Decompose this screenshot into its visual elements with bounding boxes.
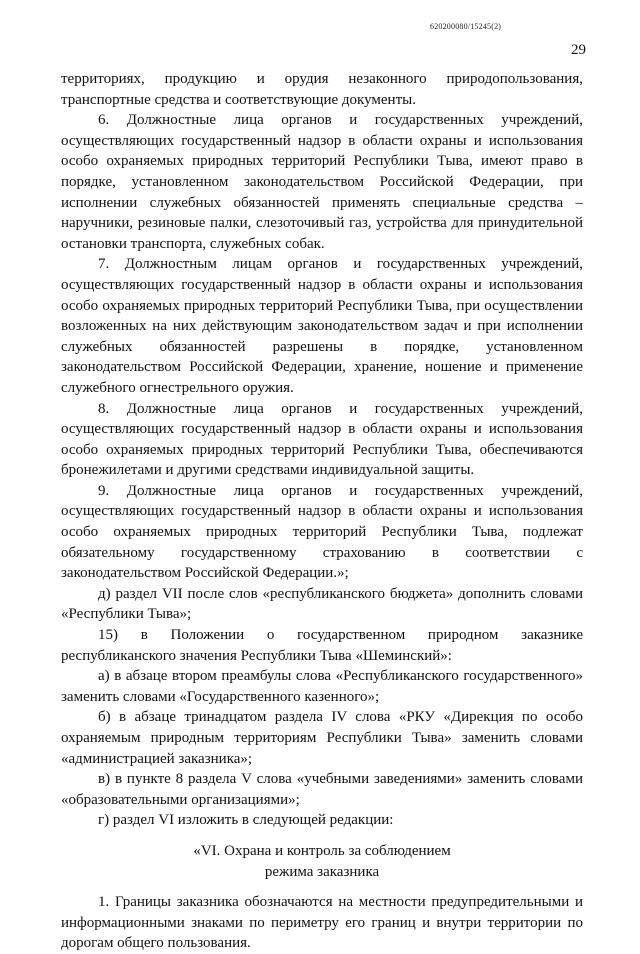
paragraph-subitem-d: д) раздел VII после слов «республиканского бюджета» дополнить словами «Республики Тыва»; [61,585,583,623]
paragraph-continuation: территориях, продукцию и орудия незаконного природопользования, транспортные средства и соответствующие документы. [61,71,583,108]
page-number: 29 [571,42,586,58]
paragraph-subitem-g: г) раздел VI изложить в следующей редакции: [98,812,394,829]
paragraph-subitem-v: в) в пункте 8 раздела V слова «учебными заведениями» заменить словами «образовательными организациями»; [61,771,583,808]
paragraph-item-7: 7. Должностным лицам органов и государственных учреждений, осуществляющих государственный надзор в области охраны и использования особо охраняемых природных территорий Республики Тыва, при осуществлении возложенных на них действующим законодательством задач и при исполнении служебных обязанностей разрешены в порядке, установленном законодательством Российской Федерации, хранение, ношение и применение служебного огнестрельного оружия. [61,256,583,396]
paragraph-subitem-a: а) в абзаце втором преамбулы слова «Республиканского государственного» заменить словами «Государственного казенного»; [61,668,583,705]
section-heading [61,841,583,882]
section-heading-line-2: режима заказника [264,863,380,880]
paragraph-item-15: 15) в Положении о государственном природном заказнике республиканского значения Республики Тыва «Шеминский»: [61,627,583,664]
paragraph-item-9: 9. Должностные лица органов и государственных учреждений, осуществляющих государственный надзор в области охраны и использования особо охраняемых природных территорий Республики Тыва, подлежат обязательному государственному страхованию в соответствии с законодательством Российской Федерации.»; [61,482,583,582]
document-id: 620200080/15245(2) [430,22,502,31]
paragraph-item-6: 6. Должностные лица органов и государственных учреждений, осуществляющих государственный надзор в области охраны и использования особо охраняемых природных территорий Республики Тыва, имеют право в порядке, установленном законодательством Российской Федерации, при исполнении служебных обязанностей применять специальные средства – наручники, резиновые палки, слезоточивый газ, устройства для принудительной остановки транспорта, служебных собак. [61,112,583,252]
document-body [61,69,583,954]
paragraph-section-item-1: 1. Границы заказника обозначаются на местности предупредительными и информационными знаками по периметру его границ и внутри территории по дорогам общего пользования. [61,894,583,952]
paragraph-subitem-b: б) в абзаце тринадцатом раздела IV слова «РКУ «Дирекция по особо охраняемым природным территориям Республики Тыва» заменить словами «администрацией заказника»; [61,709,583,767]
section-heading-line-1: «VI. Охрана и контроль за соблюдением [193,842,451,859]
paragraph-item-8: 8. Должностные лица органов и государственных учреждений, осуществляющих государственный надзор в области охраны и использования особо охраняемых природных территорий Республики Тыва, обеспечиваются бронежилетами и другими средствами индивидуальной защиты. [61,400,583,479]
